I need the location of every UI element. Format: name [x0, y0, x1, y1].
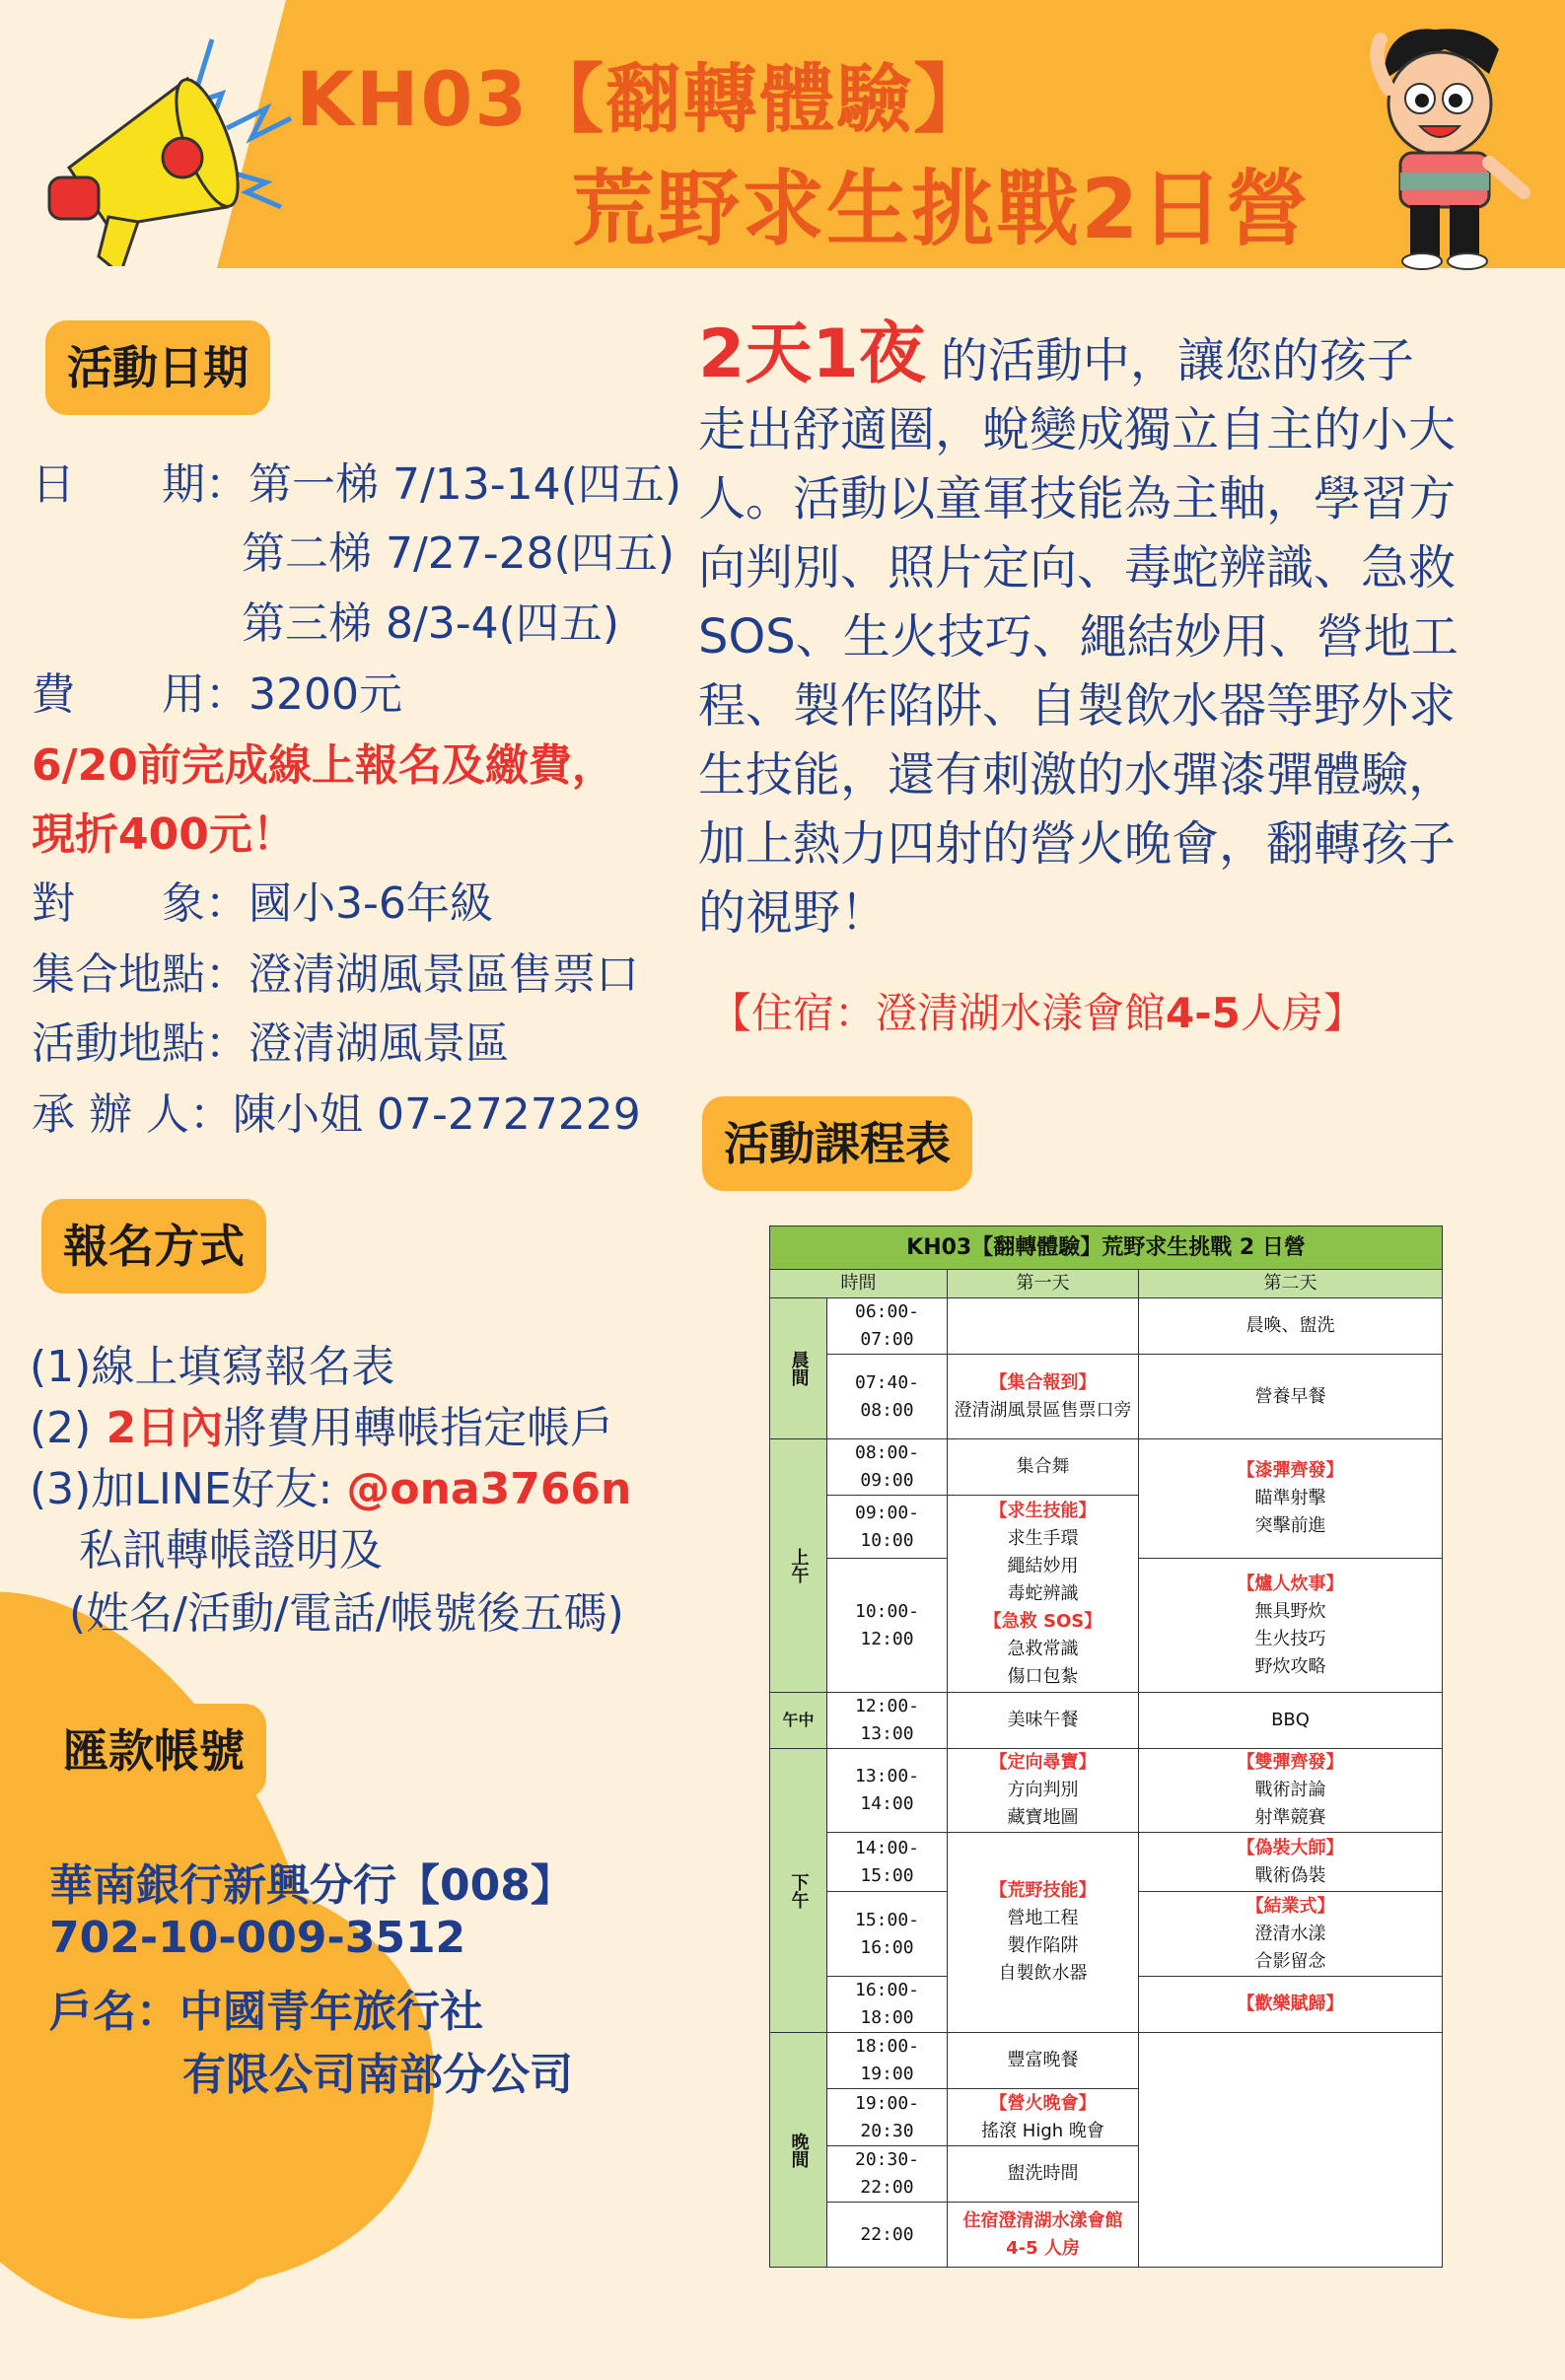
- register-step-2: (2) 2日內將費用轉帳指定帳戶: [30, 1403, 614, 1453]
- schedule-title: KH03【翻轉體驗】荒野求生挑戰 2 日營: [770, 1226, 1443, 1270]
- section-title-bank: 匯款帳號: [41, 1704, 266, 1798]
- schedule-table: [769, 1225, 1443, 2268]
- period-evening: 晚間: [770, 2033, 827, 2268]
- table-row: 晨間 06:00-07:00 晨喚、盥洗: [770, 1298, 1443, 1355]
- header-title-line2: 荒野求生挑戰2日營: [572, 161, 1311, 257]
- register-step-3-note: 私訊轉帳證明及: [79, 1525, 383, 1575]
- table-row: 上午 08:00-09:00 集合舞 【漆彈齊發】 瞄準射擊 突擊前進: [770, 1439, 1443, 1496]
- table-row: 20:30-22:00 盥洗時間: [770, 2146, 1443, 2203]
- section-title-date: 活動日期: [45, 320, 270, 415]
- lodging-note: 【住宿：澄清湖水漾會館4-5人房】: [710, 989, 1365, 1037]
- table-row: 09:00-10:00 【求生技能】 求生手環 繩結妙用 毒蛇辨識 【急救 SOS】 急救常識 傷口包紮: [770, 1496, 1443, 1559]
- info-promo-1: 6/20前完成線上報名及繳費，: [32, 740, 615, 791]
- table-row: 15:00-16:00 【結業式】 澄清水漾 合影留念: [770, 1892, 1443, 1977]
- period-noon: 午中: [770, 1693, 827, 1749]
- info-date-2: 第二梯 7/27-28(四五): [242, 528, 675, 579]
- col-header-time: 時間: [770, 1270, 948, 1298]
- table-row: 16:00-18:00 【歡樂賦歸】: [770, 1977, 1443, 2033]
- bank-account-number: 702-10-009-3512: [49, 1913, 466, 1963]
- register-step-1: (1)線上填寫報名表: [30, 1342, 395, 1392]
- table-row: 下午 13:00-14:00 【定向尋寶】 方向判別 藏寶地圖 【雙彈齊發】 戰術討論 射準競賽: [770, 1749, 1443, 1833]
- table-row: 19:00-20:30 【營火晚會】 搖滾 High 晚會: [770, 2089, 1443, 2146]
- megaphone-icon: [30, 20, 296, 266]
- period-afternoon: 下午: [770, 1749, 827, 2033]
- table-row: 07:40-08:00 【集合報到】 澄清湖風景區售票口旁 營養早餐: [770, 1355, 1443, 1439]
- period-morning: 上午: [770, 1439, 827, 1693]
- info-date-1: 日 期：第一梯 7/13-14(四五): [32, 459, 681, 510]
- bank-name: 華南銀行新興分行【008】: [49, 1860, 574, 1911]
- period-early-morning: 晨間: [770, 1298, 827, 1439]
- register-step-3-detail: (姓名/活動/電話/帳號後五碼): [69, 1588, 624, 1639]
- table-row: 10:00-12:00 【爐人炊事】 無具野炊 生火技巧 野炊攻略: [770, 1559, 1443, 1693]
- table-row: 午中 12:00-13:00 美味午餐 BBQ: [770, 1693, 1443, 1749]
- register-step-3: (3)加LINE好友: @ona3766n: [30, 1464, 632, 1514]
- table-row: 22:00 住宿澄清湖水漾會館 4-5 人房: [770, 2203, 1443, 2268]
- info-promo-2: 現折400元！: [32, 809, 296, 860]
- info-fee: 費 用：3200元: [32, 669, 402, 720]
- description-highlight: 2天1夜: [698, 315, 926, 393]
- table-row: 晚間 18:00-19:00 豐富晚餐: [770, 2033, 1443, 2089]
- info-meeting-point: 集合地點：澄清湖風景區售票口: [32, 949, 639, 1000]
- info-date-3: 第三梯 8/3-4(四五): [242, 598, 620, 649]
- header-title-line1: KH03【翻轉體驗】: [296, 55, 991, 143]
- kid-waving-icon: [1361, 20, 1538, 271]
- activity-description: 2天1夜 的活動中，讓您的孩子 走出舒適圈，蛻變成獨立自主的小大 人。活動以童軍技能為主軸，學習方 向判別、照片定向、毒蛇辨識、急救 SOS、生火技巧、繩結妙用、營地工 程、製作陷阱、自製飲水器等野外求 生技能，還有刺激的水彈漆彈體驗， 加上熱力四射的營火晚會，翻轉孩子 的視野！: [698, 315, 1458, 941]
- col-header-day2: 第二天: [1139, 1270, 1443, 1298]
- table-row: 14:00-15:00 【荒野技能】 營地工程 製作陷阱 自製飲水器 【偽裝大師】 戰術偽裝: [770, 1833, 1443, 1892]
- section-title-register: 報名方式: [41, 1199, 266, 1294]
- col-header-day1: 第一天: [948, 1270, 1139, 1298]
- bank-account-holder-2: 有限公司南部分公司: [182, 2050, 573, 2100]
- info-target: 對 象：國小3-6年級: [32, 878, 493, 929]
- section-title-schedule: 活動課程表: [702, 1096, 972, 1191]
- info-contact: 承 辦 人：陳小姐 07-2727229: [32, 1089, 641, 1140]
- bank-account-holder: 戶名：中國青年旅行社: [49, 1987, 483, 2037]
- info-venue: 活動地點：澄清湖風景區: [32, 1018, 509, 1069]
